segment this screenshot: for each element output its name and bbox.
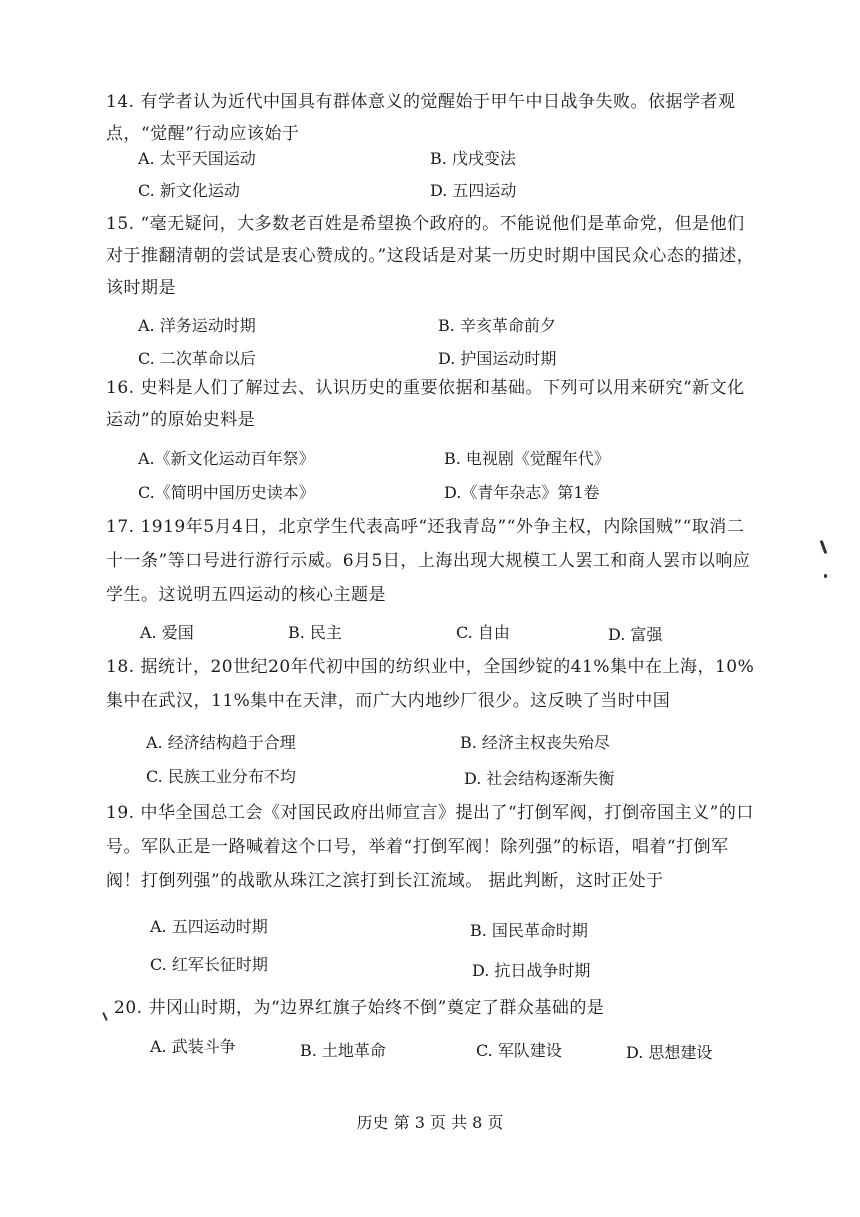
question-20-stem: 20. 井冈山时期，为“边界红旗子始终不倒”奠定了群众基础的是 bbox=[114, 998, 605, 1018]
question-19-option-a: A. 五四运动时期 bbox=[150, 917, 268, 936]
question-19-option-c: C. 红军长征时期 bbox=[150, 955, 268, 974]
scan-mark bbox=[824, 574, 827, 578]
question-15-option-a: A. 洋务运动时期 bbox=[138, 316, 256, 335]
page-footer: 历史 第 3 页 共 8 页 bbox=[356, 1113, 504, 1132]
question-20-option-c: C. 军队建设 bbox=[476, 1041, 562, 1060]
question-14-stem: 14. 有学者认为近代中国具有群体意义的觉醒始于甲午中日战争失败。依据学者观点，“觉醒”行动应该始于 bbox=[106, 92, 736, 144]
question-17-option-d: D. 富强 bbox=[608, 625, 663, 644]
scan-mark bbox=[102, 1012, 108, 1021]
question-17-stem: 17. 1919年5月4日，北京学生代表高呼“还我青岛”“外争主权，内除国贼”“取消二十一条”等口号进行游行示威。6月5日，上海出现大规模工人罢工和商人罢市以响应学生。这说明五四运动的核心主题是 bbox=[106, 517, 751, 605]
question-18-option-d: D. 社会结构逐渐失衡 bbox=[464, 769, 615, 788]
question-16-option-a: A.《新文化运动百年祭》 bbox=[138, 449, 315, 468]
question-19-option-d: D. 抗日战争时期 bbox=[472, 961, 591, 980]
question-15-option-d: D. 护国运动时期 bbox=[438, 349, 557, 368]
question-18-option-c: C. 民族工业分布不均 bbox=[146, 767, 296, 786]
question-19-stem: 19. 中华全国总工会《对国民政府出师宣言》提出了“打倒军阀，打倒帝国主义”的口号。军队正是一路喊着这个口号，举着“打倒军阀！除列强”的标语，唱着“打倒军阀！打倒列强”的战歌从珠江之滨打到长江流域。 据此判断，这时正处于 bbox=[106, 803, 754, 891]
question-16-option-c: C.《简明中国历史读本》 bbox=[138, 483, 315, 502]
question-20-option-a: A. 武装斗争 bbox=[150, 1037, 236, 1056]
scan-mark bbox=[820, 540, 828, 554]
question-14-option-a: A. 太平天国运动 bbox=[138, 149, 256, 168]
question-17-option-b: B. 民主 bbox=[288, 623, 342, 642]
question-17-option-c: C. 自由 bbox=[456, 623, 510, 642]
question-18-option-b: B. 经济主权丧失殆尽 bbox=[460, 733, 610, 752]
question-14-option-d: D. 五四运动 bbox=[430, 181, 517, 200]
question-16-stem: 16. 史料是人们了解过去、认识历史的重要依据和基础。下列可以用来研究“新文化运动”的原始史料是 bbox=[106, 378, 745, 430]
question-14-option-c: C. 新文化运动 bbox=[138, 181, 240, 200]
question-18-option-a: A. 经济结构趋于合理 bbox=[146, 733, 296, 752]
question-15-stem: 15. “毫无疑问，大多数老百姓是希望换个政府的。不能说他们是革命党，但是他们对于推翻清朝的尝试是衷心赞成的。”这段话是对某一历史时期中国民众心态的描述，该时期是 bbox=[106, 214, 755, 298]
question-16-option-d: D.《青年杂志》第1卷 bbox=[444, 483, 600, 502]
question-14-option-b: B. 戊戌变法 bbox=[430, 149, 516, 168]
question-16-option-b: B. 电视剧《觉醒年代》 bbox=[444, 449, 610, 468]
question-20-option-b: B. 土地革命 bbox=[300, 1041, 386, 1060]
question-17-option-a: A. 爱国 bbox=[140, 623, 194, 642]
question-19-option-b: B. 国民革命时期 bbox=[470, 921, 588, 940]
question-18-stem: 18. 据统计，20世纪20年代初中国的纺织业中，全国纱锭的41%集中在上海，10%集中在武汉，11%集中在天津，而广大内地纱厂很少。这反映了当时中国 bbox=[106, 657, 755, 711]
question-15-option-c: C. 二次革命以后 bbox=[138, 349, 256, 368]
question-15-option-b: B. 辛亥革命前夕 bbox=[438, 316, 556, 335]
question-20-option-d: D. 思想建设 bbox=[626, 1043, 713, 1062]
